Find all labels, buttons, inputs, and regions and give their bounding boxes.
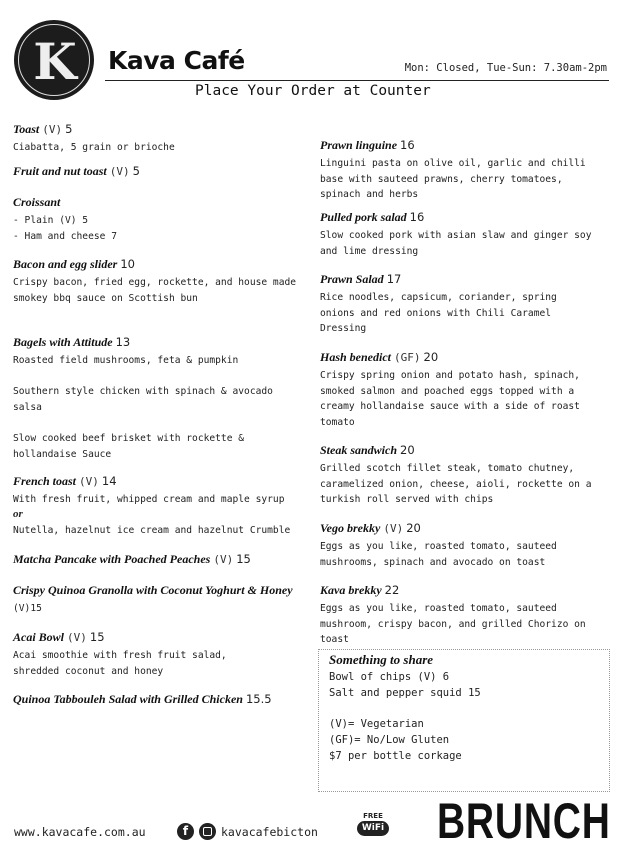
item-description: - Plain (V) 5 xyxy=(13,215,89,226)
share-box xyxy=(318,649,610,792)
instagram-icon[interactable] xyxy=(199,823,216,840)
wifi-icon: WiFi xyxy=(357,821,389,836)
item-description: mushrooms, spinach and avocado on toast xyxy=(320,556,546,568)
item-title xyxy=(13,160,140,182)
menu-item xyxy=(13,191,117,244)
menu-item xyxy=(13,626,227,679)
item-description: (V)15 xyxy=(13,603,42,614)
diet-tag: (GF) xyxy=(394,351,421,364)
menu-item xyxy=(13,579,293,617)
item-price: 16 xyxy=(409,210,425,224)
item-description: or xyxy=(13,507,23,520)
item-name: Bagels with Attitude xyxy=(13,335,113,349)
item-name: Croissant xyxy=(13,195,61,209)
item-description: shredded coconut and honey xyxy=(13,665,164,677)
item-description: Eggs as you like, roasted tomato, sauteed xyxy=(320,541,557,552)
item-title xyxy=(320,346,580,368)
item-price: 5 xyxy=(65,122,73,136)
item-price: 20 xyxy=(400,443,415,457)
social-handle[interactable]: kavacafebicton xyxy=(221,825,318,839)
item-name: Quinoa Tabbouleh Salad with Grilled Chicken xyxy=(13,692,243,706)
menu-item xyxy=(13,118,175,156)
item-description: Roasted field mushrooms, feta & pumpkin xyxy=(13,355,239,366)
item-name: Prawn linguine xyxy=(320,138,398,152)
item-description: smoked salmon and poached eggs topped with a xyxy=(320,385,575,397)
item-title xyxy=(13,688,272,710)
item-description: salsa xyxy=(13,402,42,414)
item-name: Pulled pork salad xyxy=(320,210,407,224)
item-name: Vego brekky xyxy=(320,521,381,535)
item-description: - Ham and cheese 7 xyxy=(13,230,117,242)
kava-logo: K xyxy=(14,20,94,100)
item-price: 5 xyxy=(132,164,140,178)
item-description: Nutella, hazelnut ice cream and hazelnut Crumble xyxy=(13,525,291,537)
share-heading: Something to share xyxy=(329,652,434,667)
item-title xyxy=(13,253,296,275)
item-name: Acai Bowl xyxy=(13,630,65,644)
item-title xyxy=(13,470,290,492)
item-description: spinach and herbs xyxy=(320,189,419,201)
legend-line: $7 per bottle corkage xyxy=(329,750,462,762)
menu-item xyxy=(13,548,251,570)
menu-item xyxy=(13,331,273,463)
item-description: Crispy bacon, fried egg, rockette, and house made xyxy=(13,277,297,288)
menu-item xyxy=(13,688,272,710)
item-name: Bacon and egg slider xyxy=(13,257,118,271)
item-description: smokey bbq sauce on Scottish bun xyxy=(13,292,198,304)
item-price: 16 xyxy=(400,138,415,152)
item-title xyxy=(320,439,591,461)
menu-item xyxy=(13,470,290,539)
item-price: 20 xyxy=(406,521,421,535)
item-description: Slow cooked beef brisket with rockette & xyxy=(13,433,245,445)
free-wifi-badge: FREE WiFi xyxy=(356,812,390,836)
item-price: 10 xyxy=(120,257,135,271)
item-title xyxy=(320,579,586,601)
diet-tag: (V) xyxy=(109,165,130,178)
item-description: hollandaise Sauce xyxy=(13,449,112,461)
item-title xyxy=(320,206,591,228)
item-description: With fresh fruit, whipped cream and maple syrup xyxy=(13,494,285,505)
item-description: Dressing xyxy=(320,323,367,335)
item-description: Linguini pasta on olive oil, garlic and chilli xyxy=(320,158,586,169)
item-title xyxy=(13,118,175,140)
opening-hours: Mon: Closed, Tue-Sun: 7.30am-2pm xyxy=(404,62,607,74)
header-divider xyxy=(105,80,609,81)
item-name: Steak sandwich xyxy=(320,443,398,457)
menu-item xyxy=(13,253,296,306)
item-description: base with sauteed prawns, cherry tomatoes, xyxy=(320,173,563,185)
menu-item xyxy=(320,439,591,508)
website-link[interactable]: www.kavacafe.com.au xyxy=(14,825,146,839)
item-description: Southern style chicken with spinach & avocado xyxy=(13,386,273,398)
item-description: turkish roll served with chips xyxy=(320,494,494,506)
item-description: onions and red onions with Chili Caramel xyxy=(320,307,552,319)
cafe-title: Kava Café xyxy=(108,46,245,75)
item-name: Prawn Salad xyxy=(320,272,384,286)
item-price: 13 xyxy=(115,335,131,349)
item-title xyxy=(320,134,586,156)
item-name: Kava brekky xyxy=(320,583,382,597)
item-description: Grilled scotch fillet steak, tomato chutney, xyxy=(320,463,575,474)
item-title xyxy=(320,517,557,539)
item-name: Hash benedict xyxy=(320,350,391,364)
share-item: Salt and pepper squid 15 xyxy=(329,687,481,699)
item-description xyxy=(13,416,273,432)
item-title xyxy=(13,191,117,213)
item-name: French toast xyxy=(13,474,77,488)
item-title xyxy=(13,579,293,601)
diet-tag: (V) xyxy=(67,631,87,644)
item-description: Acai smoothie with fresh fruit salad, xyxy=(13,650,227,661)
menu-item xyxy=(13,160,140,182)
item-description: Ciabatta, 5 grain or brioche xyxy=(13,142,175,153)
item-description: caramelized onion, cheese, aioli, rockette on a xyxy=(320,478,592,490)
menu-item xyxy=(320,346,580,431)
facebook-icon[interactable]: f xyxy=(177,823,194,840)
menu-item xyxy=(320,268,557,337)
item-price: 20 xyxy=(423,350,439,364)
item-title xyxy=(320,268,557,290)
item-price: 15.5 xyxy=(245,692,272,706)
item-price: 17 xyxy=(386,272,402,286)
item-description: Slow cooked pork with asian slaw and ginger soy xyxy=(320,230,592,241)
item-description: and lime dressing xyxy=(320,245,419,257)
brunch-heading: BRUNCH xyxy=(437,793,611,849)
menu-item xyxy=(320,579,586,648)
diet-tag: (V) xyxy=(213,553,234,566)
item-name: Matcha Pancake with Poached Peaches xyxy=(13,552,211,566)
item-description: Eggs as you like, roasted tomato, sauteed xyxy=(320,603,557,614)
order-instruction: Place Your Order at Counter xyxy=(195,83,431,99)
item-name: Crispy Quinoa Granolla with Coconut Yoghurt & Honey xyxy=(13,583,293,597)
item-name: Fruit and nut toast xyxy=(13,164,107,178)
item-description: creamy hollandaise sauce with a side of roast xyxy=(320,401,580,413)
item-description xyxy=(13,369,273,385)
item-description: tomato xyxy=(320,417,355,429)
item-title xyxy=(13,626,227,648)
item-name: Toast xyxy=(13,122,40,136)
item-description: toast xyxy=(320,634,349,646)
item-title xyxy=(13,331,273,353)
item-description: mushroom, crispy bacon, and grilled Chorizo on xyxy=(320,618,586,630)
item-price: 22 xyxy=(384,583,400,597)
menu-item xyxy=(320,206,591,259)
legend-line: (GF)= No/Low Gluten xyxy=(329,734,450,746)
item-description: Rice noodles, capsicum, coriander, spring xyxy=(320,292,557,303)
menu-item xyxy=(320,517,557,570)
legend-line: (V)= Vegetarian xyxy=(329,718,424,730)
share-item: Bowl of chips (V) 6 xyxy=(329,671,450,683)
diet-tag: (V) xyxy=(42,123,63,136)
item-price: 15 xyxy=(236,552,251,566)
item-title xyxy=(13,548,251,570)
diet-tag: (V) xyxy=(79,475,99,488)
diet-tag: (V) xyxy=(383,522,404,535)
item-description: Crispy spring onion and potato hash, spinach, xyxy=(320,370,580,381)
item-price: 15 xyxy=(89,630,105,644)
item-price: 14 xyxy=(101,474,117,488)
menu-item xyxy=(320,134,586,203)
